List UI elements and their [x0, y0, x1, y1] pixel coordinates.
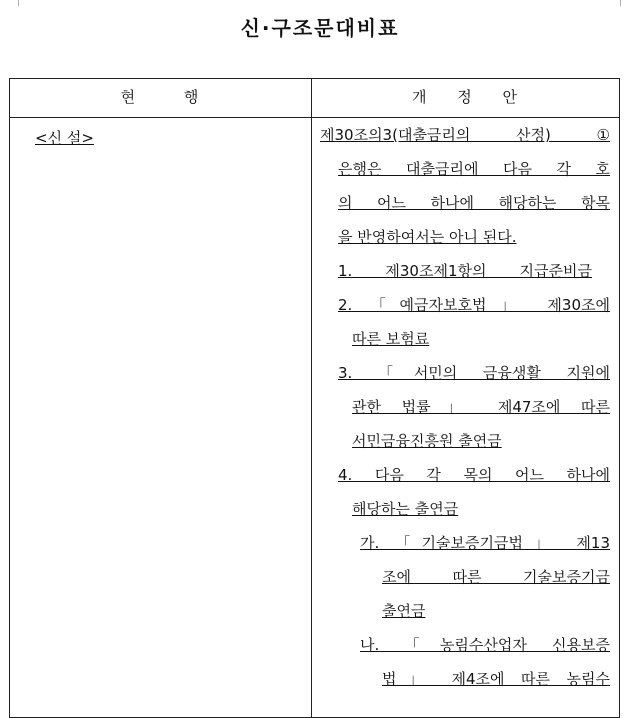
revision-line: 2. 「예금자보호법」 제30조에: [338, 296, 610, 314]
revision-line: 1. 제30조제1항의 지급준비금: [338, 262, 592, 280]
column-divider: [311, 79, 312, 717]
page-corner-mark-right: [620, 0, 631, 6]
revision-line: 을 반영하여서는 아니 된다.: [338, 228, 517, 246]
revision-line: 3. 「서민의 금융생활 지원에: [338, 364, 610, 382]
revision-line: 출연금: [382, 602, 426, 620]
revision-line: 관한 법률」 제47조에 따른: [352, 398, 610, 416]
header-revision: 개 정 안: [411, 88, 519, 106]
revision-line: 해당하는 출연금: [352, 500, 459, 518]
revision-line: 가. 「기술보증기금법」 제13: [360, 534, 610, 552]
revision-line: 나. 「농림수산업자 신용보증: [360, 636, 610, 654]
revision-line: 은행은 대출금리에 다음 각 호: [338, 160, 610, 178]
revision-line: 따른 보험료: [352, 330, 430, 348]
revision-line: 제30조의3(대출금리의 산정) ①: [320, 126, 610, 144]
revision-line: 4. 다음 각 목의 어느 하나에: [338, 466, 610, 484]
revision-line: 조에 따른 기술보증기금: [382, 568, 610, 586]
comparison-table: [9, 78, 620, 718]
header-current: 현 행: [120, 88, 201, 106]
page-corner-mark-left: [8, 0, 19, 6]
revision-line: 서민금융진흥원 출연금: [352, 432, 502, 450]
revision-line: 법」 제4조에 따른 농림수: [382, 670, 610, 688]
current-provision-text: <신 설>: [35, 129, 94, 147]
revision-line: 의 어느 하나에 해당하는 항목: [338, 194, 610, 212]
document-title: 신·구조문대비표: [240, 16, 400, 40]
table-header-row: [10, 79, 619, 118]
